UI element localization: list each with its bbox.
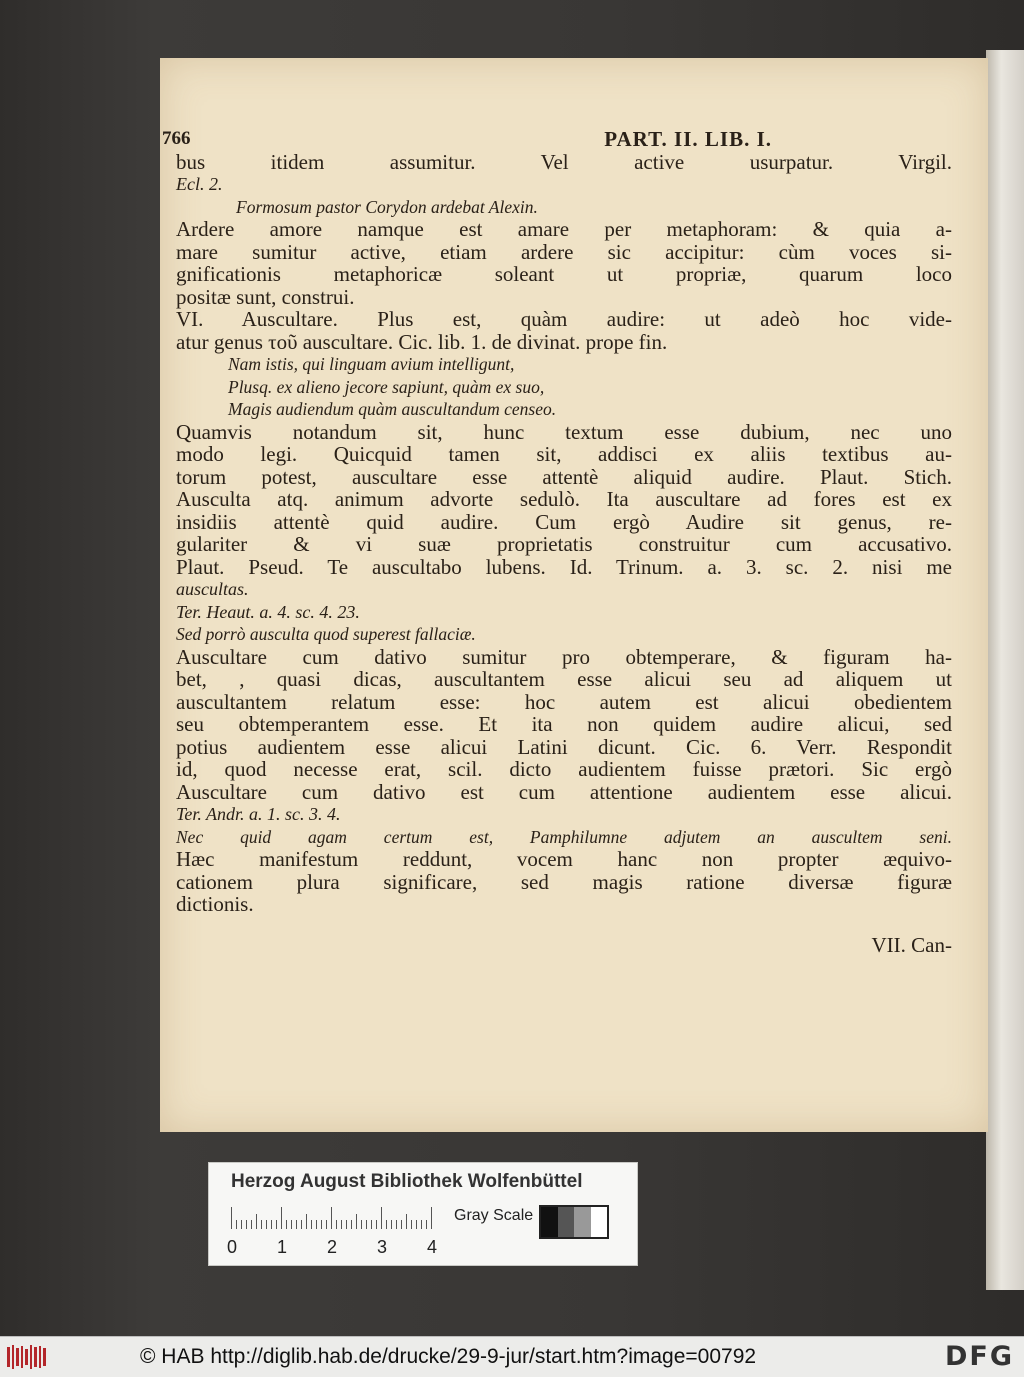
ruler-tick [361,1220,362,1229]
text-line: bet, , quasi dicas, auscultantem esse alicui seu ad aliquem ut [176,667,952,691]
ruler-tick [381,1207,382,1229]
text-line: Auscultare cum dativo sumitur pro obtemperare, & figuram ha- [176,644,952,669]
gray-swatch-cell [574,1207,591,1237]
ruler-tick [341,1220,342,1229]
text-line: auscultas. [176,579,249,599]
ruler-tick [426,1220,427,1229]
ruler-tick [346,1220,347,1229]
text-line: VI. Auscultare. Plus est, quàm audire: ut adeò hoc vide- [176,307,952,331]
page-number: 766 [162,128,191,149]
ruler-tick [256,1214,257,1229]
ruler-tick [376,1220,377,1229]
ruler-tick [271,1220,272,1229]
page-header [162,128,952,151]
gray-swatch-cell [558,1207,575,1237]
library-name: Herzog August Bibliothek Wolfenbüttel [231,1171,583,1192]
text-line: Auscultare cum dativo est cum attentione audientem esse alicui. [176,779,952,804]
text-line: Nam istis, qui linguam avium intelligunt, [228,354,515,374]
ruler-tick [406,1214,407,1229]
text-line: Magis audiendum quàm auscultandum censeo. [228,399,557,419]
gray-scale-swatch [539,1205,609,1239]
ruler-number: 4 [427,1237,438,1257]
gray-swatch-cell [541,1207,558,1237]
text-line: atur genus τοῦ auscultare. Cic. lib. 1. de divinat. prope fin. [176,329,668,354]
ruler-tick [386,1220,387,1229]
text-line: cationem plura significare, sed magis ratione diversæ figuræ [176,869,952,894]
ruler-tick [416,1220,417,1229]
dfg-logo-icon: DFG [944,1341,1014,1372]
gray-swatch-cell [591,1207,608,1237]
ruler-tick [281,1207,282,1229]
text-line: Plaut. Pseud. Te auscultabo lubens. Id. Trinum. a. 3. sc. 2. nisi me [176,554,952,579]
text-line: Quamvis notandum sit, hunc textum esse dubium, nec uno [176,419,952,444]
ruler-tick [311,1220,312,1229]
ruler-tick [356,1214,357,1229]
ruler-tick [431,1207,432,1229]
text-line: Ecl. 2. [176,174,223,194]
ruler-tick [276,1220,277,1229]
text-line: id, quod necesse erat, scil. dicto audientem fuisse prætori. Sic ergò [176,757,952,781]
ruler-number: 1 [277,1237,288,1257]
ruler-tick [316,1220,317,1229]
text-line: gnificationis metaphoricæ soleant ut propriæ, quarum loco [176,262,952,286]
ruler-tick [336,1220,337,1229]
page-text-block [162,60,952,957]
text-line: Nec quid agam certum est, Pamphilumne adjutem an auscultem seni. [176,826,952,847]
gray-scale-label: Gray Scale [454,1207,534,1224]
ruler-number: 2 [327,1237,338,1257]
text-line: Formosum pastor Corydon ardebat Alexin. [236,196,538,217]
viewer-footer [0,1336,1024,1377]
ruler-tick [321,1220,322,1229]
text-line: potius audientem esse alicui Latini dicunt. Cic. 6. Verr. Respondit [176,734,952,759]
text-line: gulariter & vi suæ proprietatis construitur cum accusativo. [176,532,952,556]
text-line: Ter. Heaut. a. 4. sc. 4. 23. [176,601,360,622]
text-line: positæ sunt, construi. [176,284,355,309]
ruler-tick [301,1220,302,1229]
ruler-tick [391,1220,392,1229]
ruler-tick [241,1220,242,1229]
ruler-tick [286,1220,287,1229]
text-line: Hæc manifestum reddunt, vocem hanc non propter æquivo- [176,847,952,871]
ruler-number: 0 [227,1237,238,1257]
ruler-tick [251,1220,252,1229]
text-lines [176,151,952,916]
ruler-tick [396,1220,397,1229]
text-line: bus itidem assumitur. Vel active usurpatur. Virgil. [176,149,952,174]
text-line: mare sumitur active, etiam ardere sic accipitur: cùm voces si- [176,239,952,264]
adjacent-page-edge [986,50,1024,1290]
ruler-scale [231,1207,441,1229]
ruler-tick [411,1220,412,1229]
ruler-tick [306,1214,307,1229]
text-line: Ter. Andr. a. 1. sc. 3. 4. [176,804,341,824]
ruler-tick [421,1220,422,1229]
ruler-tick [261,1220,262,1229]
ruler-tick [231,1207,232,1229]
ruler-tick [331,1207,332,1229]
text-line: insidiis attentè quid audire. Cum ergò Audire sit genus, re- [176,509,952,534]
running-title: PART. II. LIB. I. [604,127,772,151]
ruler-tick [291,1220,292,1229]
ruler-tick [351,1220,352,1229]
ruler-tick [246,1220,247,1229]
text-line: dictionis. [176,892,254,916]
ruler-tick [366,1220,367,1229]
text-line: auscultantem relatum esse: hoc autem est alicui obedientem [176,689,952,714]
text-line: seu obtemperantem esse. Et ita non quidem audire alicui, sed [176,712,952,736]
ruler-number: 3 [377,1237,388,1257]
text-line: Plusq. ex alieno jecore sapiunt, quàm ex suo, [228,376,545,397]
catchword: VII. Can- [871,932,952,957]
ruler-tick [266,1220,267,1229]
text-line: modo legi. Quicquid tamen sit, addisci ex aliis textibus au- [176,442,952,466]
library-stamp [208,1162,638,1266]
copyright-link[interactable]: © HAB http://diglib.hab.de/drucke/29-9-jur/start.htm?image=00792 [140,1345,757,1368]
ruler-tick [236,1220,237,1229]
hab-logo-icon [6,1343,48,1371]
ruler-tick [371,1220,372,1229]
text-line: torum potest, auscultare esse attentè aliquid audire. Plaut. Stich. [176,464,952,489]
text-line: Ardere amore namque est amare per metaphoram: & quia a- [176,217,952,241]
text-line: Ausculta atq. animum advorte sedulò. Ita auscultare ad fores est ex [176,487,952,511]
ruler-tick [401,1220,402,1229]
ruler-tick [296,1220,297,1229]
text-line: Sed porrò ausculta quod superest fallaciæ. [176,624,476,644]
ruler-tick [326,1220,327,1229]
